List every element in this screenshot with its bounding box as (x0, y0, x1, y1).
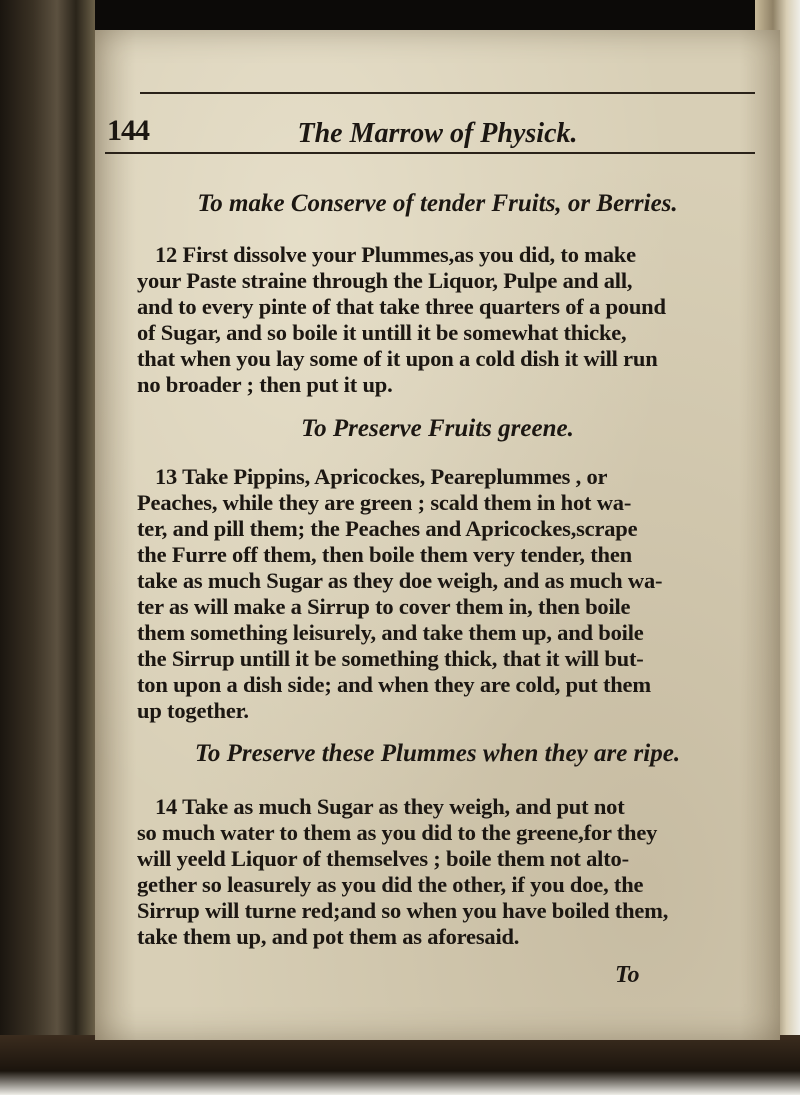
text-line: of Sugar, and so boile it untill it be somewhat thicke, (137, 320, 627, 345)
text-line: 13 Take Pippins, Apricockes, Peareplummes , or (155, 464, 608, 489)
text-line: up together. (137, 698, 249, 723)
text-line: your Paste straine through the Liquor, Pulpe and all, (137, 268, 633, 293)
text-line: them something leisurely, and take them up, and boile (137, 620, 644, 645)
catchword: To (615, 962, 640, 988)
text-line: Sirrup will turne red;and so when you have boiled them, (137, 898, 669, 923)
section-heading-conserve: To make Conserve of tender Fruits, or Berries. (197, 190, 678, 217)
text-line: ton upon a dish side; and when they are cold, put them (137, 672, 651, 697)
paragraph-12 (137, 242, 777, 398)
text-line: and to every pinte of that take three quarters of a pound (137, 294, 666, 319)
paragraph-14 (137, 794, 777, 950)
book-bottom-edge (0, 1035, 800, 1095)
section-heading-preserve-ripe: To Preserve these Plummes when they are ripe. (194, 740, 681, 767)
text-line: that when you lay some of it upon a cold dish it will run (137, 346, 658, 371)
text-line: 14 Take as much Sugar as they weigh, and put not (155, 794, 625, 819)
text-line: ter as will make a Sirrup to cover them in, then boile (137, 594, 631, 619)
text-line: gether so leasurely as you did the other, if you doe, the (137, 872, 644, 897)
running-head: The Marrow of Physick. (297, 118, 578, 149)
text-line: take them up, and pot them as aforesaid. (137, 924, 520, 949)
book-page (95, 30, 780, 1040)
book-gutter-shadow (0, 0, 95, 1095)
header-rule-top (140, 92, 755, 94)
section-heading-preserve-green: To Preserve Fruits greene. (301, 415, 574, 442)
paragraph-13 (137, 464, 777, 724)
text-line: Peaches, while they are green ; scald them in hot wa- (137, 490, 632, 515)
page-number: 144 (107, 114, 149, 147)
header-rule-bottom (105, 152, 755, 154)
text-line: the Sirrup untill it be something thick, that it will but- (137, 646, 644, 671)
text-line: will yeeld Liquor of themselves ; boile them not alto- (137, 846, 629, 871)
text-line: 12 First dissolve your Plummes,as you did, to make (155, 242, 636, 267)
text-line: ter, and pill them; the Peaches and Apricockes,scrape (137, 516, 638, 541)
text-line: the Furre off them, then boile them very tender, then (137, 542, 632, 567)
text-line: no broader ; then put it up. (137, 372, 393, 397)
text-line: take as much Sugar as they doe weigh, and as much wa- (137, 568, 663, 593)
text-line: so much water to them as you did to the greene,for they (137, 820, 658, 845)
